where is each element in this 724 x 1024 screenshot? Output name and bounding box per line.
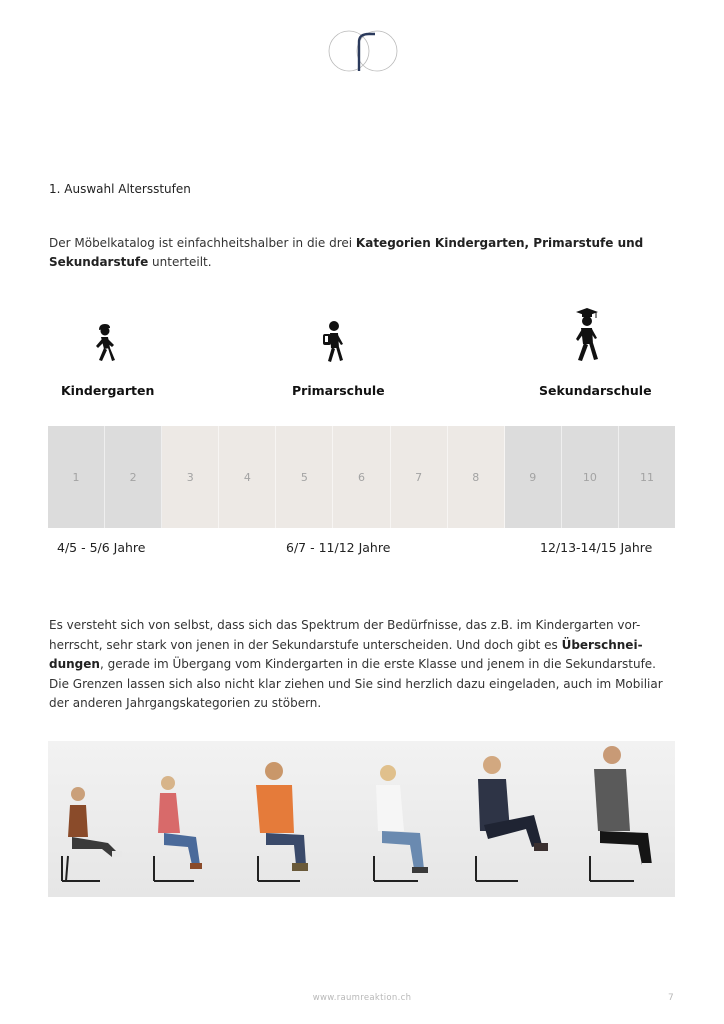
body-text-end: , gerade im Übergang vom Kindergarten in die erste Klasse und jenem in die Sekundarstufe. Die Grenzen lassen sich also nicht klar ziehen und Sie sind herzlich dazu eingeladen, auch im Mobiliar der anderen Jahrgangskategorien zu stöbern. [49, 657, 663, 710]
grade-cell: 9 [505, 426, 562, 528]
grade-cell: 8 [448, 426, 505, 528]
grade-cell: 1 [48, 426, 105, 528]
grade-cell: 2 [105, 426, 162, 528]
category-kindergarten-label: Kindergarten [61, 383, 155, 398]
body-text: Es versteht sich von selbst, dass sich das Spektrum der Bedürfnisse, das z.B. im Kindergarten vor-herrscht, sehr stark von jenen in der Sekundarstufe unterscheiden. Und doch gibt es [49, 618, 641, 652]
grade-cell: 7 [391, 426, 448, 528]
child-walking-icon [93, 322, 117, 364]
body-paragraph [49, 616, 674, 714]
children-on-chairs-photo [48, 741, 675, 897]
intro-paragraph [49, 234, 669, 272]
intro-bold-text: Kategorien Kindergarten, Primarstufe und Sekundarstufe [49, 236, 644, 269]
raumreaktion-logo [325, 28, 401, 74]
student-graduation-cap-icon [572, 307, 600, 363]
age-range-sekundarschule: 12/13-14/15 Jahre [540, 540, 653, 555]
grade-cell: 5 [276, 426, 333, 528]
intro-text-end: unterteilt. [148, 255, 212, 269]
schoolchild-backpack-icon [320, 320, 346, 364]
intro-text: Der Möbelkatalog ist einfachheitshalber in die drei [49, 236, 356, 250]
grade-cell: 10 [562, 426, 619, 528]
category-sekundarschule-label: Sekundarschule [539, 383, 652, 398]
age-range-kindergarten: 4/5 - 5/6 Jahre [57, 540, 146, 555]
grade-cell: 6 [333, 426, 390, 528]
footer-url: www.raumreaktion.ch [312, 993, 412, 1003]
grade-bar [48, 426, 675, 528]
body-bold-text: Überschnei-dungen [49, 637, 643, 671]
grade-cell: 3 [162, 426, 219, 528]
page-number: 7 [668, 993, 674, 1003]
age-range-primarschule: 6/7 - 11/12 Jahre [286, 540, 391, 555]
grade-cell: 4 [219, 426, 276, 528]
section-heading: 1. Auswahl Altersstufen [49, 182, 191, 196]
grade-cell: 11 [619, 426, 675, 528]
category-primarschule-label: Primarschule [292, 383, 385, 398]
